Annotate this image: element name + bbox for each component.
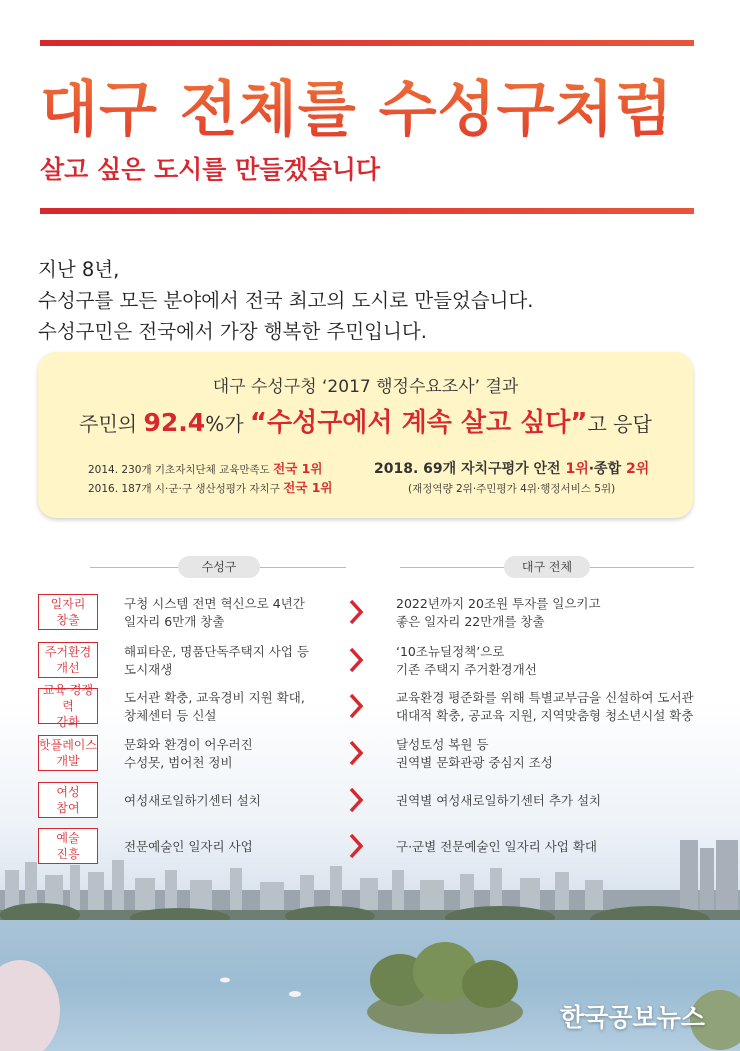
- intro-line: 수성구민은 전국에서 가장 행복한 주민입니다.: [38, 320, 427, 343]
- top-rule: [40, 40, 694, 46]
- chevron-right-icon: [348, 786, 364, 814]
- comparison-row: [38, 592, 728, 632]
- fact-highlight: 전국 1위: [283, 480, 333, 495]
- category-label: 핫플레이스 개발: [38, 735, 98, 771]
- fact-right-rank2: 2위: [625, 461, 650, 477]
- facts-right: [374, 458, 649, 496]
- category-label: 여성 참여: [38, 782, 98, 818]
- column-header-suseong: 수성구: [178, 556, 260, 578]
- suseong-text: 여성새로일하기센터 설치: [124, 793, 261, 808]
- daegu-text: 달성토성 복원 등 권역별 문화관광 중심지 조성: [396, 737, 553, 770]
- daegu-text: 2022년까지 20조원 투자를 일으키고 좋은 일자리 22만개를 창출: [396, 596, 601, 629]
- intro-line: 수성구를 모든 분야에서 전국 최고의 도시로 만들었습니다.: [38, 289, 534, 312]
- chevron-right-icon: [348, 832, 364, 860]
- fact-item: [88, 479, 332, 498]
- category-label: 일자리 창출: [38, 594, 98, 630]
- survey-main-prefix: 주민의: [79, 412, 144, 436]
- survey-suffix: 고 응답: [587, 412, 652, 436]
- column-header-daegu: 대구 전체: [504, 556, 590, 578]
- chevron-right-icon: [348, 739, 364, 767]
- fact-right-middle: ·종합: [588, 461, 626, 477]
- fact-right-main: [374, 458, 649, 478]
- comparison-row: [38, 640, 728, 680]
- chevron-right-icon: [348, 646, 364, 674]
- intro-text: [38, 254, 533, 347]
- daegu-text: 구·군별 전문예술인 일자리 사업 확대: [396, 839, 597, 854]
- suseong-text: 해피타운, 명품단독주택지 사업 등 도시재생: [124, 644, 309, 677]
- chevron-right-icon: [348, 598, 364, 626]
- fact-highlight: 전국 1위: [273, 461, 323, 476]
- survey-result-box: [38, 352, 693, 518]
- suseong-text: 도서관 확충, 교육경비 지원 확대, 창체센터 등 신설: [124, 690, 305, 723]
- suseong-text: 구청 시스템 전면 혁신으로 4년간 일자리 6만개 창출: [124, 596, 305, 629]
- fact-right-sub: (재정역량 2위·주민평가 4위·행정서비스 5위): [408, 483, 616, 495]
- watermark: 한국공보뉴스: [560, 1003, 705, 1032]
- survey-headline: 대구 수성구청 ‘2017 행정수요조사’ 결과: [212, 377, 519, 397]
- daegu-text: ‘10조뉴딜정책’으로 기존 주택지 주거환경개선: [396, 644, 537, 677]
- page-title: 대구 전체를 수성구처럼: [40, 62, 673, 148]
- suseong-text: 전문예술인 일자리 사업: [124, 839, 253, 854]
- fact-right-prefix: 2018. 69개 자치구평가 안전: [374, 461, 566, 477]
- daegu-text: 교육환경 평준화를 위해 특별교부금을 신설하여 도서관 대대적 확충, 공교육 지원, 지역맞춤형 청소년시설 확충: [396, 690, 694, 723]
- comparison-row: [38, 780, 728, 820]
- daegu-text: 권역별 여성새로일하기센터 추가 설치: [396, 793, 602, 808]
- comparison-row: [38, 826, 728, 866]
- survey-quote: “수성구에서 계속 살고 싶다”: [249, 408, 588, 438]
- survey-percent-unit: %가: [205, 412, 250, 436]
- comparison-row: [38, 683, 728, 729]
- intro-line: 지난 8년,: [38, 258, 120, 281]
- survey-percent: 92.4: [143, 408, 206, 437]
- category-label: 예술 진흥: [38, 828, 98, 864]
- facts-left: [88, 460, 332, 498]
- chevron-right-icon: [348, 692, 364, 720]
- fact-item: [88, 460, 332, 479]
- survey-main-result: [38, 402, 693, 439]
- bottom-rule: [40, 208, 694, 214]
- suseong-text: 문화와 환경이 어우러진 수성못, 범어천 정비: [124, 737, 253, 770]
- category-label: 주거환경 개선: [38, 642, 98, 678]
- page-subtitle: 살고 싶은 도시를 만들겠습니다: [40, 155, 381, 184]
- category-label: 교육 경쟁력 강화: [38, 688, 98, 724]
- fact-text: 2016. 187개 시·군·구 생산성평가 자치구: [88, 483, 284, 495]
- comparison-row: [38, 733, 728, 773]
- fact-right-rank1: 1위: [565, 461, 589, 477]
- fact-text: 2014. 230개 기초자치단체 교육만족도: [88, 464, 274, 476]
